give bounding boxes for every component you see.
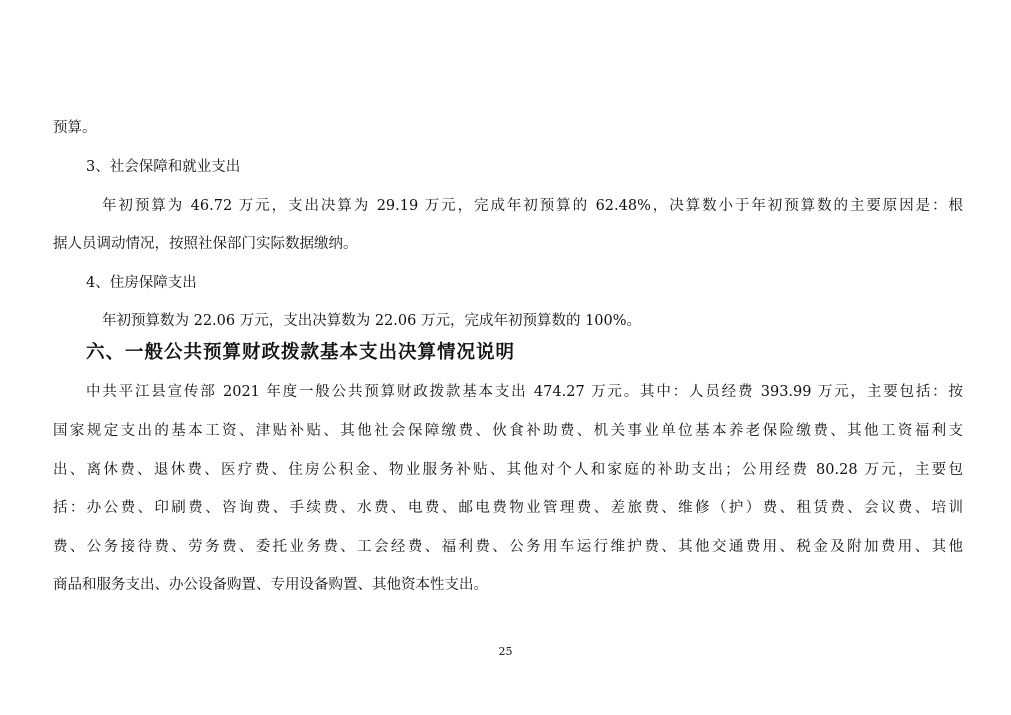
section-heading: 六、一般公共预算财政拨款基本支出决算情况说明	[86, 342, 516, 363]
text-line-social-security-1: 年初预算为 46.72 万元，支出决算为 29.19 万元，完成年初预算的 62.48%，决算数小于年初预算数的主要原因是：根	[102, 198, 963, 214]
paragraph-line-5: 费、公务接待费、劳务费、委托业务费、工会经费、福利费、公务用车运行维护费、其他交通费用、税金及附加费用、其他	[53, 539, 963, 555]
subheading-housing: 4、住房保障支出	[86, 275, 197, 291]
text-line-housing: 年初预算数为 22.06 万元，支出决算数为 22.06 万元，完成年初预算数的 100%。	[102, 313, 642, 329]
subheading-social-security: 3、社会保障和就业支出	[86, 159, 241, 175]
paragraph-line-3: 出、离休费、退休费、医疗费、住房公积金、物业服务补贴、其他对个人和家庭的补助支出；公用经费 80.28 万元，主要包	[53, 462, 963, 478]
paragraph-line-6: 商品和服务支出、办公设备购置、专用设备购置、其他资本性支出。	[53, 577, 488, 593]
page-number: 25	[498, 645, 513, 658]
paragraph-line-2: 国家规定支出的基本工资、津贴补贴、其他社会保障缴费、伙食补助费、机关事业单位基本养老保险缴费、其他工资福利支	[53, 423, 963, 439]
text-line-budget-end: 预算。	[53, 120, 97, 136]
paragraph-line-4: 括：办公费、印刷费、咨询费、手续费、水费、电费、邮电费物业管理费、差旅费、维修（护）费、租赁费、会议费、培训	[53, 500, 963, 516]
paragraph-line-1: 中共平江县宣传部 2021 年度一般公共预算财政拨款基本支出 474.27 万元。其中：人员经费 393.99 万元，主要包括：按	[86, 384, 963, 400]
text-line-social-security-2: 据人员调动情况，按照社保部门实际数据缴纳。	[53, 236, 358, 252]
